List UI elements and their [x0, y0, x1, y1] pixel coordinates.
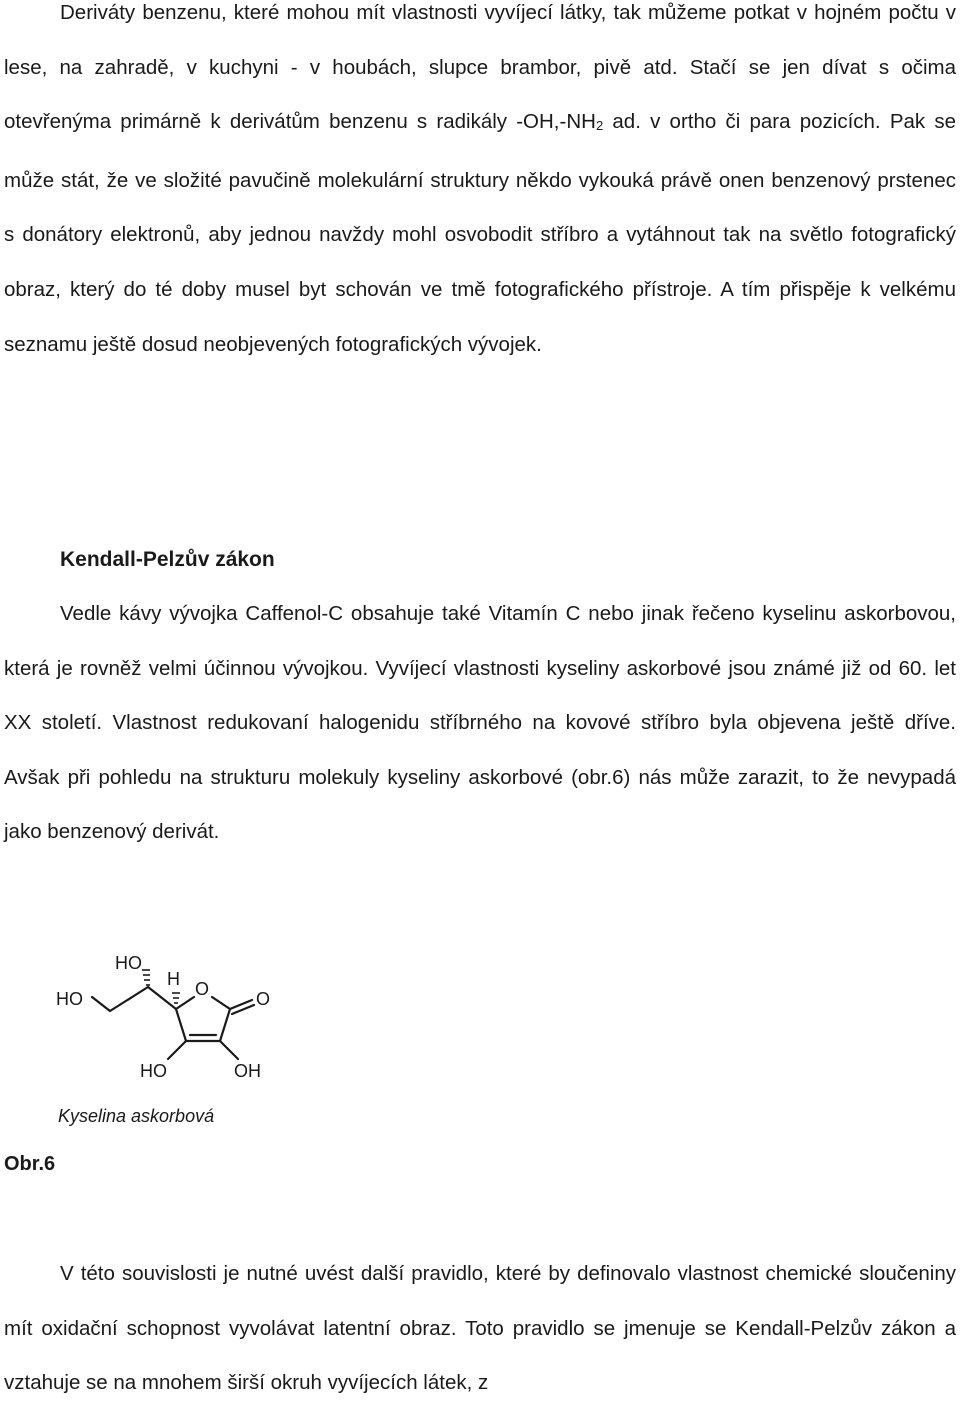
ascorbic-acid-structure — [40, 945, 300, 1090]
paragraph-intro-rest: ad. v ortho či para pozicích. Pak se může stát, že ve složité pavučině molekulární struktury někdo vykouká právě onen benzenový prstenec s donátory elektronů, aby jednou navždy mohl osvobodit stříbro a vytáhnout tak na světlo fotografický obraz, který do té doby musel byt schován ve tmě fotografického přístroje. A tím přispěje k velkému seznamu ještě dosud neobjevených fotografických vývojek. — [4, 110, 957, 356]
label-o-ring: O — [195, 979, 210, 999]
paragraph-intro-lead: Deriváty benzenu, které mohou mít vlastnosti vyvíjecí látky, tak můžeme potkat v hojném počtu v lese, na zahradě, v kuchyni - v houbách, slupce brambor, pivě atd. Stačí se jen dívat s očima otevřenýma primárně k derivátům benzenu s radikály -OH,-NH — [4, 1, 956, 134]
molecule-caption: Kyselina askorbová — [58, 1106, 215, 1126]
subscript-2: 2 — [595, 118, 604, 134]
label-h: H — [167, 969, 180, 989]
bond-ho-ch2 — [92, 997, 110, 1011]
label-ho-top: HO — [115, 953, 142, 973]
paragraph-ascorbic: Vedle kávy vývojka Caffenol-C obsahuje také Vitamín C nebo jinak řečeno kyselinu askorbovou, která je rovněž velmi účinnou vývojkou. Vyvíjecí vlastnosti kyseliny askorbové jsou známé již od 60. let XX století. Vlastnost redukovaní halogenidu stříbrného na kovové stříbro byla objevena ještě dříve. Avšak při pohledu na strukturu molekuly kyseliny askorbové (obr.6) nás může zarazit, to že nevypadá jako benzenový derivát. — [4, 602, 956, 844]
section-heading: Kendall-Pelzův zákon — [60, 548, 275, 571]
paragraph-intro — [4, 0, 956, 372]
label-ho-bottom: HO — [140, 1061, 167, 1081]
bond-c3-ho — [168, 1041, 186, 1059]
label-o-carbonyl: O — [256, 989, 271, 1009]
bond-c1-c2 — [220, 1009, 230, 1041]
paragraph-rule: V této souvislosti je nutné uvést další pravidlo, které by definovalo vlastnost chemické sloučeniny mít oxidační schopnost vyvolávat latentní obraz. Toto pravidlo se jmenuje se Kendall-Pelzův zákon a vztahuje se na mnohem širší okruh vyvíjecích látek, z — [4, 1262, 956, 1395]
bond-c3-c4 — [176, 1009, 186, 1041]
bond-c5-c4 — [148, 987, 176, 1009]
label-oh-bottom: OH — [234, 1061, 261, 1081]
hashed-wedge-h — [172, 993, 180, 1003]
bond-ch2-c5 — [110, 987, 148, 1011]
figure-label: Obr.6 — [4, 1153, 56, 1175]
bond-o-c1 — [212, 997, 230, 1009]
bond-c2-oh — [220, 1041, 238, 1059]
hashed-wedge-ho — [142, 970, 150, 985]
label-ho-left: HO — [56, 989, 83, 1009]
